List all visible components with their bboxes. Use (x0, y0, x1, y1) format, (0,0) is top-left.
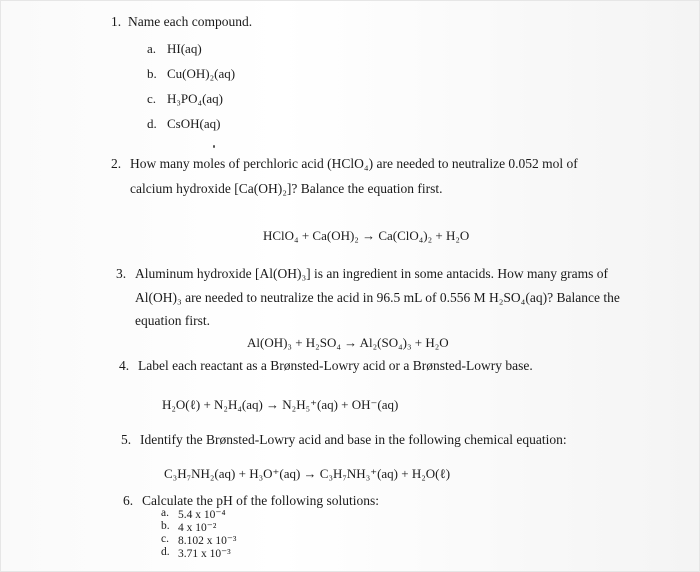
q6-prompt: Calculate the pH of the following solutions: (142, 493, 379, 508)
q6-number: 6. (123, 493, 134, 508)
q1-item-a-letter: a. (147, 41, 157, 56)
q6-item-c-text: 8.102 x 10⁻³ (178, 535, 237, 547)
q3-line-1: Aluminum hydroxide [Al(OH)₃] is an ingredient in some antacids. How many grams of (135, 266, 608, 281)
q2-line-1: How many moles of perchloric acid (HClO₄) are needed to neutralize 0.052 mol of (130, 156, 578, 171)
q6-item-a-text: 5.4 x 10⁻⁴ (178, 509, 226, 521)
q3-line-3: equation first. (135, 313, 210, 328)
q4-equation: H₂O(ℓ) + N₂H₄(aq) → N₂H₅⁺(aq) + OH⁻(aq) (162, 397, 399, 412)
q2-equation: HClO₄ + Ca(OH)₂ → Ca(ClO₄)₂ + H₂O (263, 228, 470, 243)
q2-number: 2. (111, 156, 122, 171)
q5-equation: C₃H₇NH₂(aq) + H₃O⁺(aq) → C₃H₇NH₃⁺(aq) + H₂O(ℓ) (164, 466, 451, 481)
stray-mark (213, 145, 215, 148)
q4-prompt: Label each reactant as a Brønsted-Lowry acid or a Brønsted-Lowry base. (138, 358, 533, 373)
q6-item-d-text: 3.71 x 10⁻³ (178, 548, 231, 560)
q5-prompt: Identify the Brønsted-Lowry acid and base in the following chemical equation: (140, 432, 567, 447)
q1-item-a-text: HI(aq) (167, 41, 202, 56)
q1-item-c-text: H₃PO₄(aq) (167, 91, 223, 106)
q1-item-b-letter: b. (147, 66, 157, 81)
q1-item-c-letter: c. (147, 91, 157, 106)
q3-line-2: Al(OH)₃ are needed to neutralize the acid in 96.5 mL of 0.556 M H₂SO₄(aq)? Balance the (135, 290, 620, 305)
q1-prompt: Name each compound. (128, 14, 253, 29)
q1-item-d-letter: d. (147, 116, 157, 131)
q5-number: 5. (121, 432, 132, 447)
q6-item-b-letter: b. (161, 520, 170, 532)
q6-item-b-text: 4 x 10⁻² (178, 522, 217, 534)
q4-number: 4. (119, 358, 130, 373)
q2-line-2: calcium hydroxide [Ca(OH)₂]? Balance the equation first. (130, 181, 443, 196)
q3-number: 3. (116, 266, 127, 281)
q6-item-a-letter: a. (161, 507, 169, 519)
q1-item-d-text: CsOH(aq) (167, 116, 221, 131)
q1-item-b-text: Cu(OH)₂(aq) (167, 66, 236, 81)
q1-number: 1. (111, 14, 122, 29)
q3-equation: Al(OH)₃ + H₂SO₄ → Al₂(SO₄)₃ + H₂O (247, 335, 449, 350)
q6-item-d-letter: d. (161, 546, 170, 558)
q6-item-c-letter: c. (161, 533, 169, 545)
